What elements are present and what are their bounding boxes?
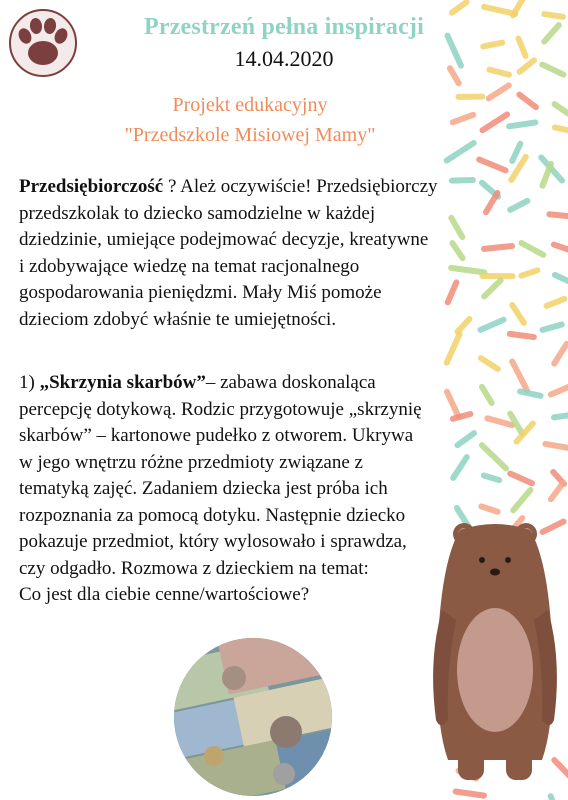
confetti-stroke — [512, 144, 520, 161]
confetti-stroke — [545, 444, 568, 448]
intro-line-2: przedszkolak to dziecko samodzielne w każdej — [19, 202, 376, 224]
confetti-stroke — [554, 413, 568, 418]
confetti-stroke — [521, 243, 543, 255]
project-subtitle-line1: Projekt edukacyjny — [172, 94, 328, 116]
activity-number: 1) — [19, 372, 40, 393]
confetti-stroke — [547, 299, 565, 306]
confetti-stroke — [510, 201, 527, 210]
activity-line-2: percepcję dotykową. Rodzic przygotowuje „skrzynię — [19, 398, 422, 420]
intro-line-4: i zdobywające wiedzę na temat racjonalnego — [19, 255, 360, 277]
confetti-stroke — [479, 159, 505, 170]
confetti-stroke — [554, 344, 566, 364]
activity-line-9: Co jest dla ciebie cenne/wartościowe? — [19, 584, 310, 605]
money-banknotes-photo — [174, 638, 332, 796]
confetti-stroke — [510, 334, 534, 337]
intro-line-5: gospodarowania pieniędzmi. Mały Miś pomoże — [19, 282, 382, 303]
confetti-stroke — [551, 796, 562, 800]
intro-line-1 — [19, 174, 489, 201]
confetti-stroke — [484, 7, 515, 14]
intro-paragraph — [19, 174, 489, 333]
confetti-stroke — [555, 127, 568, 134]
activity-paragraph — [19, 370, 489, 609]
bear-illustration — [430, 520, 560, 785]
confetti-stroke — [487, 418, 512, 425]
confetti-stroke — [509, 123, 535, 127]
confetti-stroke — [542, 325, 561, 330]
activity-line-1-text: – zabawa doskonaląca — [205, 372, 376, 393]
confetti-stroke — [512, 362, 527, 390]
activity-line-7: pokazuje przedmiot, który wylosowało i sprawdza, — [19, 531, 407, 552]
confetti-stroke — [447, 334, 460, 363]
confetti-stroke — [513, 490, 530, 510]
confetti-stroke — [549, 214, 568, 216]
page-date: 14.04.2020 — [234, 46, 334, 71]
activity-line-8: czy odgadło. Rozmowa z dzieckiem na temat: — [19, 557, 369, 579]
confetti-stroke — [521, 270, 537, 275]
intro-line-6: dzieciom zdobyć właśnie te umiejętności. — [19, 308, 337, 330]
activity-line-3: skarbów” – kartonowe pudełko z otworem. Ukrywa — [19, 425, 414, 446]
page-title: Przestrzeń pełna inspiracji — [143, 14, 424, 40]
confetti-stroke — [555, 104, 568, 122]
activity-line-4: w jego wnętrzu różne przedmioty związane z — [19, 451, 363, 473]
banknotes-image — [174, 638, 332, 796]
activity-line-6: rozpoznania za pomocą dotyku. Następnie dziecko — [19, 504, 406, 526]
confetti-stroke — [510, 474, 532, 484]
confetti-stroke — [551, 384, 568, 395]
confetti-stroke — [543, 164, 551, 186]
activity-line-1 — [19, 370, 489, 397]
intro-line-3: dziedzinie, umiejące podejmować decyzje, kreatywne — [19, 229, 429, 250]
confetti-stroke — [520, 391, 541, 395]
intro-bold-term: Przedsiębiorczość — [19, 176, 164, 197]
confetti-stroke — [551, 483, 563, 499]
activity-line-5: tematyką zajęć. Zadaniem dziecka jest próba ich — [19, 478, 388, 499]
confetti-stroke — [554, 245, 568, 256]
confetti-stroke — [481, 358, 498, 369]
activity-title: „Skrzynia skarbów” — [39, 372, 206, 393]
confetti-stroke — [456, 792, 484, 796]
confetti-stroke — [519, 95, 536, 108]
project-subtitle-line2: "Przedszkole Misiowej Mamy" — [124, 124, 376, 146]
confetti-stroke — [452, 2, 467, 13]
confetti-stroke — [555, 275, 568, 283]
confetti-stroke — [512, 305, 524, 323]
intro-line-1-text: ? Ależ oczywiście! Przedsiębiorczy — [163, 176, 438, 197]
